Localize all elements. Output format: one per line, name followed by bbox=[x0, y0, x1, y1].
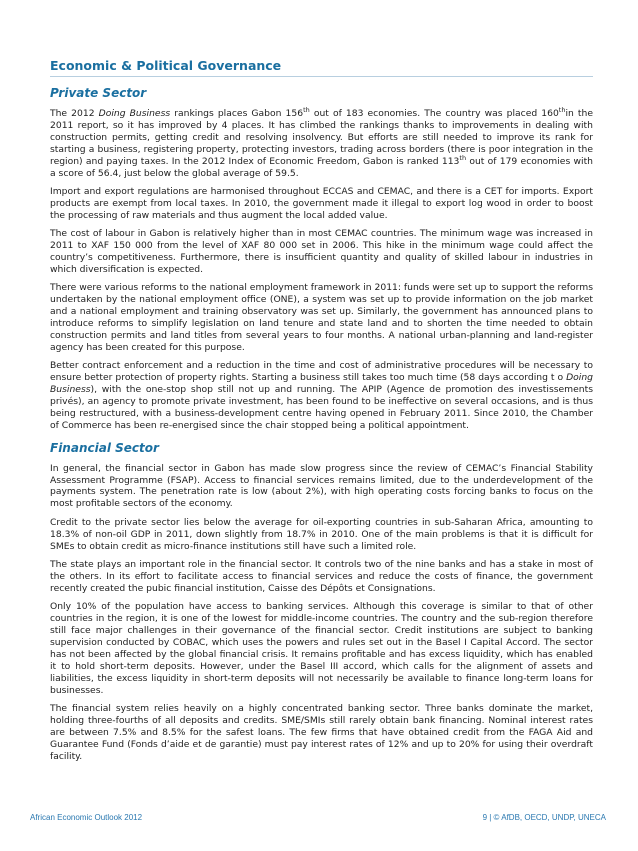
financial-sector-paragraph-5: The financial system relies heavily on a highly concentrated banking sector. Three banks dominate the market, holding three-fourths of all deposits and credits. SME/SMIs still rarely obtain bank financing. Nominal interest rates are between 7.5% and 8.5% for the safest loans. The few firms that have obtained credit from the FAGA Aid and Guarantee Fund (Fonds d’aide et de garantie) must pay interest rates of 12% and up to 20% for using their overdraft facility. bbox=[50, 702, 593, 762]
private-sector-paragraph-4: There were various reforms to the national employment framework in 2011: funds were set up to support the reforms undertaken by the national employment office (ONE), a system was set up to provide information on the job market and a national employment and training observatory was set up. Similarly, the government has announced plans to introduce reforms to simplify legislation on land tenure and state land and to shorten the time needed to obtain construction permits and land titles from several years to four months. A national urban-planning and land-register agency has been created for this purpose. bbox=[50, 282, 593, 353]
private-sector-paragraph-3: The cost of labour in Gabon is relatively higher than in most CEMAC countries. The minimum wage was increased in 2011 to XAF 150 000 from the level of XAF 80 000 set in 2006. This hike in the minimum wage could affect the country’s competitiveness. Furthermore, there is insufficient quantity and quality of skilled labour in industries in which diversification is expected. bbox=[50, 228, 593, 275]
financial-sector-paragraph-4: Only 10% of the population have access to banking services. Although this coverage is similar to that of other countries in the region, it is one of the lowest for middle-income countries. The country and the sub-region therefore still face major challenges in their governance of the financial sector. Credit institutions are subject to banking supervision conducted by COBAC, which uses the powers and rules set out in the Basel I Capital Accord. The sector has not been affected by the global financial crisis. It remains profitable and has excess liquidity, which has enabled it to hold short-term deposits. However, under the Basel III accord, which calls for the alignment of assets and liabilities, the excess liquidity in short-term deposits will not necessarily be available to finance long-term loans for businesses. bbox=[50, 601, 593, 696]
private-sector-paragraph-2: Import and export regulations are harmonised throughout ECCAS and CEMAC, and there is a CET for imports. Export products are exempt from local taxes. In 2010, the government made it illegal to export log wood in order to boost the processing of raw materials and thus augment the local added value. bbox=[50, 185, 593, 221]
private-sector-paragraph-5: Better contract enforcement and a reduction in the time and cost of administrative procedures will be necessary to ensure better protection of property rights. Starting a business still takes too much time (58 days according t o Doing Business), with the one-stop shop still not up and running. The APIP (Agence de promotion des investissements privés), an agency to promote private investment, has been found to be ineffective on several occasions, and is thus being restructured, with a business-development centre having opened in February 2011. Since 2010, the Chamber of Commerce has been re-energised since the chair stopped being a political appointment. bbox=[50, 360, 593, 431]
financial-sector-heading: Financial Sector bbox=[50, 440, 159, 455]
footer-publication: African Economic Outlook 2012 bbox=[30, 813, 143, 822]
financial-sector-paragraph-3: The state plays an important role in the financial sector. It controls two of the nine banks and has a stake in most of the others. In its effort to facilitate access to financial services and reduce the costs of finance, the government recently created the pubic financial institution, Caisse des Dépôts et Consignations. bbox=[50, 559, 593, 594]
footer-page-copyright: 9 | © AfDB, OECD, UNDP, UNECA bbox=[482, 813, 606, 822]
document-body bbox=[50, 58, 593, 769]
private-sector-heading: Private Sector bbox=[50, 86, 147, 100]
financial-sector-paragraph-1: In general, the financial sector in Gabon has made slow progress since the review of CEMAC’s Financial Stability Assessment Programme (FSAP). Access to financial services remains limited, due to the underdevelopment of the payments system. The penetration rate is low (about 2%), with high operating costs forcing banks to focus on the most profitable sectors of the economy. bbox=[50, 462, 593, 510]
financial-sector-paragraph-2: Credit to the private sector lies below the average for oil-exporting countries in sub-Saharan Africa, amounting to 18.3% of non-oil GDP in 2011, down slightly from 18.7% in 2010. One of the main problems is that it is difficult for SMEs to obtain credit as micro-finance institutions still have such a limited role. bbox=[50, 516, 593, 552]
section-title: Economic & Political Governance bbox=[50, 58, 593, 77]
private-sector-paragraph-1: The 2012 Doing Business rankings places Gabon 156th out of 183 economies. The country was placed 160thin the 2011 report, so it has improved by 4 places. It has climbed the rankings thanks to improvements in dealing with construction permits, getting credit and resolving insolvency. But efforts are still needed to improve its rank for starting a business, registering property, protecting investors, trading across borders (there is poor integration in the region) and paying taxes. In the 2012 Index of Economic Freedom, Gabon is ranked 113th out of 179 economies with a score of 56.4, just below the global average of 59.5. bbox=[50, 106, 594, 179]
